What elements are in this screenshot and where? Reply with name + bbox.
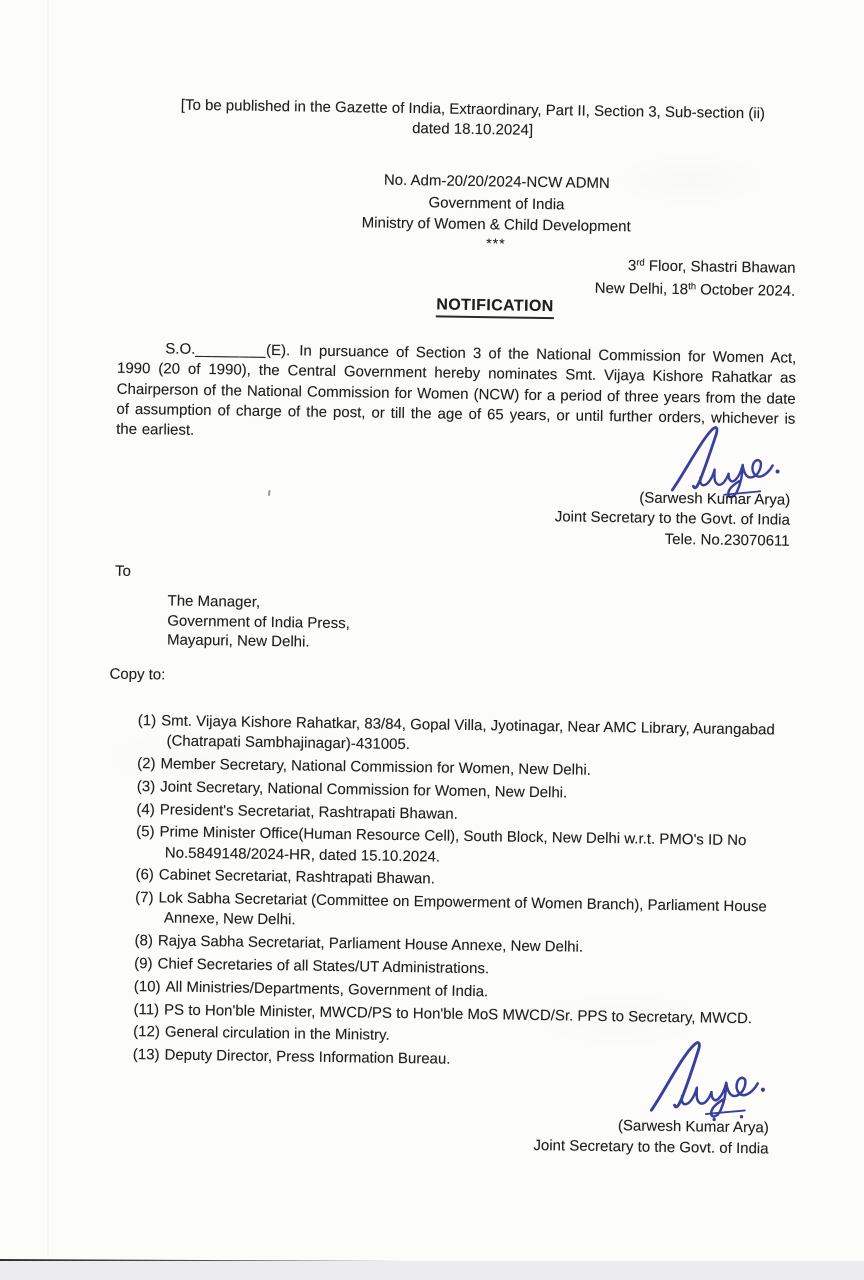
item-text: Deputy Director, Press Information Bureau.: [164, 1046, 451, 1068]
item-number: (1): [137, 712, 157, 730]
gazette-publication-note: [123, 95, 824, 145]
ordinal-superscript: rd: [636, 257, 645, 269]
file-reference-number: No. Adm-20/20/2024-NCW ADMN: [383, 171, 610, 192]
ordinal-superscript: th: [688, 280, 697, 292]
item-number: (10): [133, 977, 161, 996]
item-number: (12): [133, 1023, 161, 1041]
copy-item-7: [135, 888, 791, 938]
item-number: (7): [135, 889, 154, 907]
copy-distribution-list: [133, 711, 793, 1078]
signatory-name: (Sarwesh Kumar Arya): [639, 489, 791, 509]
copy-item-5: [136, 822, 792, 872]
city-and-day: New Delhi, 18: [594, 279, 689, 298]
addressee-line: The Manager,: [167, 592, 261, 611]
address-line-1: [595, 256, 796, 281]
signature-bottom: [645, 1039, 774, 1123]
gazette-line-1: [To be published in the Gazette of India, Extraordinary, Part II, Section 3, Sub-section (ii): [180, 96, 766, 123]
signatory-designation: Joint Secretary to the Govt. of India: [533, 1136, 769, 1158]
item-text: Member Secretary, National Commission for Women, New Delhi.: [160, 755, 592, 779]
month-year: October 2024.: [695, 280, 796, 300]
signatory-designation: Joint Secretary to the Govt. of India: [554, 508, 790, 530]
item-number: (4): [136, 800, 155, 818]
item-text: Cabinet Secretariat, Rashtrapati Bhawan.: [158, 866, 435, 888]
signatory-block-top: [554, 487, 790, 552]
ink-speck: [268, 490, 271, 496]
so-number-blank: ________: [195, 340, 267, 359]
letter-head: [121, 166, 864, 257]
asterisk-separator: ***: [486, 234, 506, 251]
item-number: (13): [132, 1046, 160, 1064]
item-text: Joint Secretary, National Commission for Women, New Delhi.: [160, 778, 568, 802]
item-number: (5): [136, 823, 155, 841]
signatory-telephone: Tele. No.23070611: [664, 530, 790, 550]
signatory-block-bottom: [533, 1115, 769, 1160]
gazette-line-2: dated 18.10.2024]: [412, 120, 534, 139]
item-number: (11): [133, 1000, 160, 1018]
item-text: PS to Hon'ble Minister, MWCD/PS to Hon'ble MoS MWCD/Sr. PPS to Secretary, MWCD.: [163, 1001, 753, 1027]
org-ministry: Ministry of Women & Child Development: [361, 214, 631, 236]
addressee-line: Government of India Press,: [167, 611, 351, 632]
item-number: (2): [137, 755, 156, 773]
body-text: In pursuance of Section 3 of the National Commission for Women Act, 1990 (20 of 1990), the Central Government hereby nominates Smt. Vijaya Kishore Rahatkar as Chairperson of the National Commission for Women (NCW) for a period of three years from the date of assumption of charge of the post, or till the age of 65 years, or until further orders, whichever is the earliest.: [116, 342, 797, 440]
scanner-background-strip: [0, 1261, 864, 1280]
floor-number: 3: [627, 257, 637, 275]
item-text: President's Secretariat, Rashtrapati Bhawan.: [159, 800, 458, 823]
item-number: (6): [135, 866, 154, 884]
copy-to-label: Copy to:: [109, 665, 166, 684]
issuing-address-block: [595, 256, 796, 304]
item-number: (8): [134, 932, 154, 950]
item-text: All Ministries/Departments, Government of India.: [165, 978, 489, 1001]
item-text: Smt. Vijaya Kishore Rahatkar, 83/84, Gopal Villa, Jyotinagar, Near AMC Library, Aurangabad (Chatrapati Sambhajinagar)-431005.: [161, 712, 775, 754]
signatory-name: (Sarwesh Kumar Arya): [617, 1117, 769, 1137]
copy-item-1: [137, 711, 793, 761]
so-number-label: S.O.: [165, 340, 196, 358]
item-text: General circulation in the Ministry.: [164, 1023, 390, 1045]
addressee-line: Mayapuri, New Delhi.: [166, 631, 310, 651]
to-label: To: [114, 562, 132, 580]
item-text: Rajya Sabha Secretariat, Parliament House Annexe, New Delhi.: [157, 932, 584, 956]
addressee-block: [167, 591, 350, 652]
item-text: Prime Minister Office(Human Resource Cell), South Block, New Delhi w.r.t. PMO's ID No No.5849148/2024-HR, dated 15.10.2024.: [159, 823, 747, 866]
extraordinary-marker: (E).: [265, 341, 291, 360]
item-number: (9): [134, 955, 153, 973]
item-number: (3): [136, 777, 156, 796]
building-name: Floor, Shastri Bhawan: [644, 257, 796, 277]
org-government-of-india: Government of India: [428, 193, 565, 213]
page-title: NOTIFICATION: [436, 296, 554, 319]
item-text: Chief Secretaries of all States/UT Administrations.: [157, 955, 490, 978]
item-text: Lok Sabha Secretariat (Committee on Empowerment of Women Branch), Parliament House Annexe, New Delhi.: [158, 889, 767, 929]
